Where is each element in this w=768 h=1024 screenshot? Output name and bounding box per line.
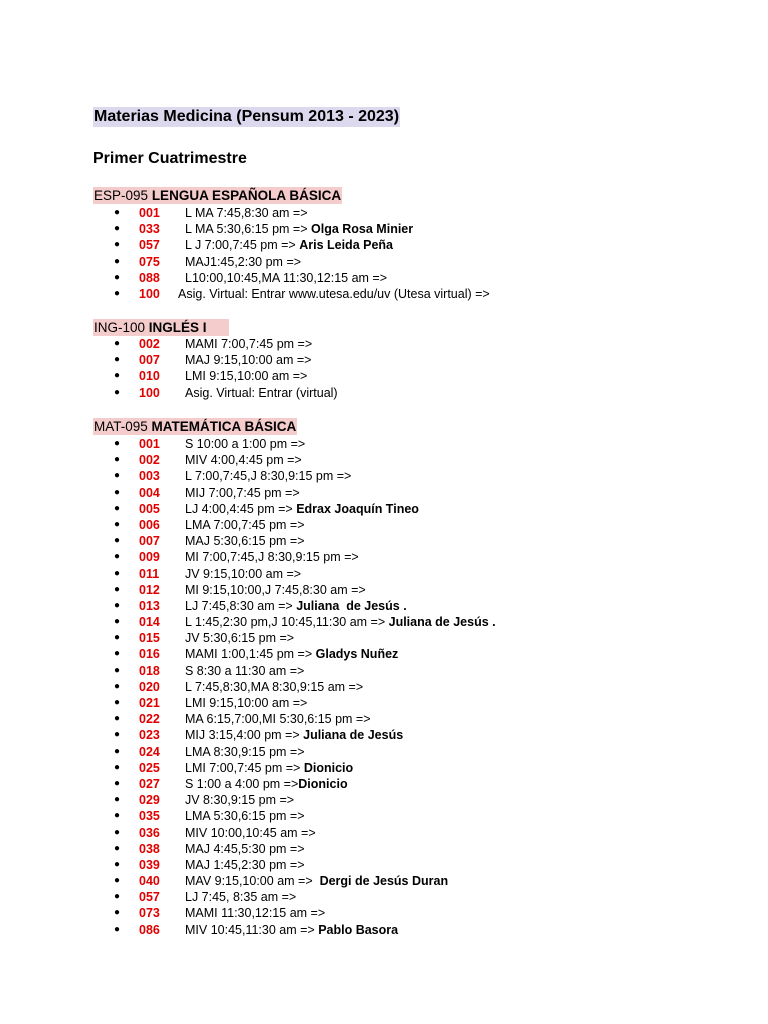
teacher-name: Aris Leida Peña (299, 238, 393, 253)
section-schedule (185, 808, 305, 824)
section-item (0, 905, 768, 921)
section-schedule (185, 695, 307, 711)
section-schedule (185, 727, 403, 743)
section-item (0, 582, 768, 598)
teacher-name: Dergi de Jesús Duran (319, 874, 449, 889)
schedule-text: MIV 10:00,10:45 am => (185, 825, 316, 840)
schedule-text: Asig. Virtual: Entrar www.utesa.edu/uv (Utesa virtual) => (178, 286, 490, 301)
schedule-text: L 1:45,2:30 pm,J 10:45,11:30 am => (185, 615, 389, 630)
section-code: 013 (139, 598, 160, 613)
section-item (0, 922, 768, 938)
bullet-icon: ● (114, 923, 121, 935)
teacher-name: Dionicio (303, 760, 354, 775)
section-item (0, 889, 768, 905)
section-code: 100 (139, 286, 160, 301)
section-item (0, 808, 768, 824)
section-schedule (185, 549, 359, 565)
schedule-text: JV 5:30,6:15 pm => (185, 631, 295, 646)
section-code: 038 (139, 841, 160, 856)
schedule-text: JV 9:15,10:00 am => (185, 566, 302, 581)
section-item (0, 614, 768, 630)
schedule-text: MI 7:00,7:45,J 8:30,9:15 pm => (185, 550, 359, 565)
section-item (0, 485, 768, 501)
bullet-icon: ● (114, 207, 121, 218)
section-schedule (185, 436, 305, 452)
schedule-text: MAJ 9:15,10:00 am => (185, 353, 312, 368)
bullet-icon: ● (114, 632, 121, 644)
section-item (0, 452, 768, 468)
schedule-text: L10:00,10:45,MA 11:30,12:15 am => (185, 270, 388, 285)
course-name: INGLÉS I (148, 320, 207, 335)
bullet-icon: ● (114, 287, 121, 299)
section-code: 075 (139, 254, 160, 269)
schedule-text: LMI 9:15,10:00 am => (185, 369, 308, 384)
section-item (0, 679, 768, 695)
bullet-icon: ● (114, 567, 121, 579)
schedule-text: LMA 7:00,7:45 pm => (185, 517, 305, 532)
schedule-text: LMI 9:15,10:00 am => (185, 696, 308, 710)
bullet-icon: ● (114, 842, 121, 854)
schedule-text: MIJ 3:15,4:00 pm => (185, 728, 304, 743)
schedule-text: JV 8:30,9:15 pm => (185, 793, 295, 808)
bullet-icon: ● (114, 680, 121, 692)
teacher-name: Juliana de Jesús (303, 728, 404, 743)
schedule-text: MAJ 1:45,2:30 pm => (185, 857, 305, 872)
course-name: LENGUA ESPAÑOLA BÁSICA (151, 188, 342, 203)
section-schedule (185, 711, 371, 727)
course-code: MAT-095 (94, 419, 148, 434)
schedule-text: L MA 5:30,6:15 pm => (185, 222, 312, 237)
bullet-icon: ● (114, 271, 121, 283)
section-code: 011 (139, 566, 160, 581)
section-schedule (185, 873, 448, 889)
section-schedule (185, 336, 312, 352)
document-title: Materias Medicina (Pensum 2013 - 2023) (94, 108, 400, 125)
section-code: 015 (139, 631, 160, 646)
bullet-icon: ● (114, 777, 121, 789)
schedule-text: MAJ 5:30,6:15 pm => (185, 534, 305, 549)
teacher-name: Pablo Basora (318, 922, 399, 937)
section-schedule (185, 679, 363, 695)
section-item (0, 221, 768, 237)
section-schedule (185, 270, 387, 286)
section-schedule (185, 254, 301, 270)
section-code: 002 (139, 337, 160, 351)
section-item (0, 254, 768, 270)
bullet-icon: ● (114, 858, 121, 870)
section-code: 100 (139, 385, 160, 400)
section-schedule (185, 352, 311, 368)
section-code: 022 (139, 712, 160, 727)
section-code: 088 (139, 270, 160, 285)
section-item (0, 270, 768, 286)
teacher-name: Edrax Joaquín Tineo (296, 501, 419, 516)
section-schedule (185, 760, 353, 776)
section-schedule (185, 517, 305, 533)
bullet-icon: ● (114, 713, 121, 725)
section-code: 010 (139, 369, 160, 384)
section-item (0, 841, 768, 857)
section-schedule (185, 776, 348, 792)
section-item (0, 566, 768, 582)
section-code: 014 (139, 615, 160, 630)
section-code: 035 (139, 809, 160, 824)
schedule-text: S 8:30 a 11:30 am => (185, 663, 305, 678)
section-code: 023 (139, 728, 160, 743)
section-code: 007 (139, 353, 160, 368)
schedule-text: MI 9:15,10:00,J 7:45,8:30 am => (185, 582, 366, 597)
section-schedule (185, 566, 301, 582)
section-schedule (185, 744, 305, 760)
section-schedule (185, 533, 305, 549)
section-code: 001 (139, 437, 160, 451)
section-code: 057 (139, 890, 160, 905)
section-item (0, 237, 768, 253)
bullet-icon: ● (114, 370, 121, 382)
section-code: 005 (139, 501, 160, 516)
section-item (0, 598, 768, 614)
bullet-icon: ● (114, 470, 121, 482)
section-list-mat-095 (0, 436, 768, 938)
section-code: 007 (139, 534, 160, 549)
section-code: 016 (139, 647, 160, 662)
bullet-icon: ● (114, 518, 121, 530)
section-item (0, 533, 768, 549)
bullet-icon: ● (114, 599, 121, 611)
schedule-text: L J 7:00,7:45 pm => (185, 238, 300, 253)
section-title: Primer Cuatrimestre (93, 150, 247, 167)
teacher-name: Gladys Nuñez (315, 647, 399, 662)
course-heading-mat-095 (93, 418, 297, 435)
schedule-text: LMA 8:30,9:15 pm => (185, 744, 305, 759)
section-code: 027 (139, 776, 160, 791)
section-code: 025 (139, 760, 160, 775)
section-item (0, 857, 768, 873)
section-schedule (185, 841, 305, 857)
section-item (0, 825, 768, 841)
section-schedule (185, 825, 316, 841)
section-code: 012 (139, 582, 160, 597)
bullet-icon: ● (114, 354, 121, 366)
section-code: 039 (139, 857, 160, 872)
section-schedule (185, 889, 296, 905)
section-list-ing-100 (0, 336, 768, 401)
teacher-name: Juliana de Jesús . (296, 598, 407, 613)
schedule-text: MAJ 4:45,5:30 pm => (185, 841, 305, 856)
bullet-icon: ● (114, 697, 121, 708)
section-schedule (185, 792, 294, 808)
section-item (0, 352, 768, 368)
section-schedule (185, 385, 338, 401)
teacher-name: Olga Rosa Minier (311, 222, 414, 237)
section-schedule (185, 614, 496, 630)
section-item (0, 873, 768, 889)
section-item (0, 368, 768, 384)
section-schedule (185, 237, 393, 253)
schedule-text: LJ 7:45,8:30 am => (185, 598, 297, 613)
bullet-icon: ● (114, 255, 121, 267)
bullet-icon: ● (114, 664, 121, 676)
bullet-icon: ● (114, 438, 121, 449)
course-code: ING-100 (94, 320, 146, 335)
bullet-icon: ● (114, 535, 121, 547)
section-code: 004 (139, 485, 160, 500)
section-list-esp-095 (0, 205, 768, 302)
section-item (0, 727, 768, 743)
section-schedule (185, 485, 300, 501)
section-code: 018 (139, 663, 160, 678)
section-code: 040 (139, 874, 160, 889)
schedule-text: MIV 4:00,4:45 pm => (185, 453, 302, 468)
schedule-text: L 7:45,8:30,MA 8:30,9:15 am => (185, 679, 364, 694)
section-item (0, 436, 768, 452)
bullet-icon: ● (114, 239, 121, 251)
section-item (0, 695, 768, 711)
section-item (0, 744, 768, 760)
bullet-icon: ● (114, 616, 121, 628)
bullet-icon: ● (114, 454, 121, 466)
section-code: 006 (139, 517, 160, 532)
section-code: 009 (139, 550, 160, 565)
section-item (0, 760, 768, 776)
course-name: MATEMÁTICA BÁSICA (151, 419, 297, 434)
schedule-text: MAV 9:15,10:00 am => (185, 874, 320, 889)
bullet-icon: ● (114, 826, 121, 838)
schedule-text: MIJ 7:00,7:45 pm => (185, 485, 300, 500)
schedule-text: Asig. Virtual: Entrar (virtual) (185, 385, 338, 400)
teacher-name: Juliana de Jesús . (388, 615, 496, 630)
section-item (0, 711, 768, 727)
section-item (0, 205, 768, 221)
schedule-text: L 7:00,7:45,J 8:30,9:15 pm => (185, 469, 352, 484)
section-schedule (185, 205, 308, 221)
course-code: ESP-095 (94, 188, 149, 203)
bullet-icon: ● (114, 486, 121, 498)
bullet-icon: ● (114, 583, 121, 595)
schedule-text: S 1:00 a 4:00 pm => (185, 776, 299, 791)
section-code: 021 (139, 696, 160, 710)
schedule-text: MAMI 1:00,1:45 pm => (185, 647, 316, 662)
section-schedule (185, 501, 419, 517)
section-code: 001 (139, 206, 160, 220)
section-code: 002 (139, 453, 160, 468)
section-schedule (185, 221, 413, 237)
section-code: 003 (139, 469, 160, 484)
schedule-text: L MA 7:45,8:30 am => (185, 206, 308, 220)
section-item (0, 517, 768, 533)
section-schedule (185, 468, 351, 484)
section-item (0, 501, 768, 517)
schedule-text: LMA 5:30,6:15 pm => (185, 809, 305, 824)
section-code: 024 (139, 744, 160, 759)
section-item (0, 385, 768, 401)
section-code: 057 (139, 238, 160, 253)
schedule-text: MIV 10:45,11:30 am => (185, 922, 319, 937)
bullet-icon: ● (114, 223, 121, 235)
section-code: 086 (139, 922, 160, 937)
section-code: 073 (139, 906, 160, 921)
section-item (0, 630, 768, 646)
bullet-icon: ● (114, 729, 121, 741)
section-item (0, 549, 768, 565)
section-code: 020 (139, 679, 160, 694)
section-schedule (185, 646, 398, 662)
bullet-icon: ● (114, 891, 121, 903)
section-item (0, 286, 768, 302)
section-item (0, 336, 768, 352)
bullet-icon: ● (114, 745, 121, 757)
bullet-icon: ● (114, 875, 121, 887)
section-schedule (185, 922, 398, 938)
bullet-icon: ● (114, 794, 121, 806)
course-heading-esp-095 (93, 187, 342, 204)
bullet-icon: ● (114, 761, 121, 773)
bullet-icon: ● (114, 907, 121, 919)
section-schedule (185, 452, 302, 468)
section-item (0, 663, 768, 679)
section-schedule (185, 905, 325, 921)
bullet-icon: ● (114, 810, 121, 822)
section-schedule (185, 630, 294, 646)
section-item (0, 468, 768, 484)
schedule-text: MA 6:15,7:00,MI 5:30,6:15 pm => (185, 712, 371, 727)
section-item (0, 646, 768, 662)
section-schedule (185, 368, 307, 384)
schedule-text: S 10:00 a 1:00 pm => (185, 437, 306, 451)
section-item (0, 776, 768, 792)
bullet-icon: ● (114, 502, 121, 514)
course-heading-ing-100 (93, 319, 229, 336)
section-code: 033 (139, 222, 160, 237)
section-item (0, 792, 768, 808)
schedule-text: MAMI 11:30,12:15 am => (185, 906, 326, 921)
schedule-text: LJ 7:45, 8:35 am => (185, 890, 297, 905)
schedule-text: LJ 4:00,4:45 pm => (185, 501, 297, 516)
schedule-text: MAMI 7:00,7:45 pm => (185, 337, 313, 351)
section-schedule (178, 286, 490, 302)
bullet-icon: ● (114, 551, 121, 563)
bullet-icon: ● (114, 338, 121, 349)
schedule-text: LMI 7:00,7:45 pm => (185, 760, 304, 775)
schedule-text: MAJ1:45,2:30 pm => (185, 254, 302, 269)
section-schedule (185, 582, 366, 598)
section-schedule (185, 663, 304, 679)
section-schedule (185, 857, 305, 873)
section-schedule (185, 598, 407, 614)
teacher-name: Dionicio (298, 776, 348, 791)
bullet-icon: ● (114, 386, 121, 398)
section-code: 036 (139, 825, 160, 840)
bullet-icon: ● (114, 648, 121, 660)
section-code: 029 (139, 793, 160, 808)
